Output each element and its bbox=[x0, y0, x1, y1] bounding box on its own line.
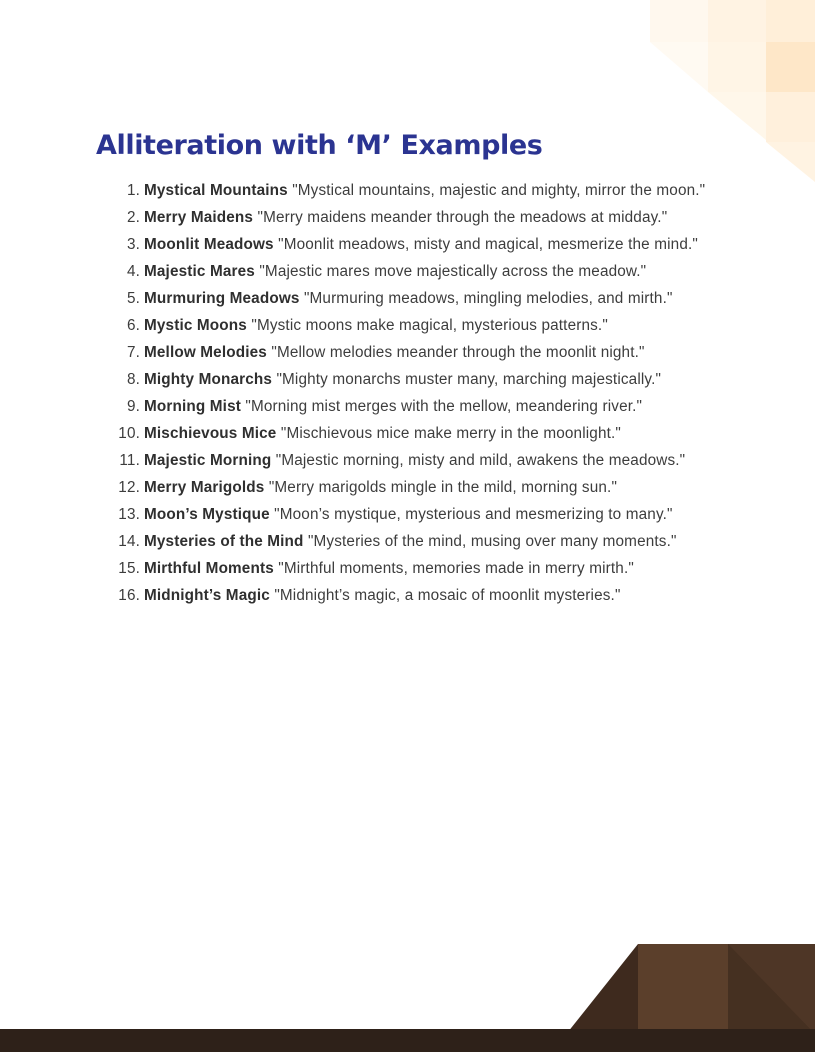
list-item bbox=[96, 339, 736, 366]
item-number: 4. bbox=[126, 263, 140, 280]
item-number: 5. bbox=[126, 290, 140, 307]
item-quote: "Morning mist merges with the mellow, meandering river." bbox=[245, 398, 643, 415]
item-quote: "Merry marigolds mingle in the mild, morning sun." bbox=[268, 479, 618, 496]
item-number: 2. bbox=[126, 209, 140, 226]
item-name: Mystical Mountains bbox=[144, 182, 288, 199]
item-name: Mischievous Mice bbox=[144, 425, 277, 442]
item-name: Mighty Monarchs bbox=[144, 371, 273, 388]
item-name: Majestic Morning bbox=[144, 452, 272, 469]
page-title: Alliteration with ‘M’ Examples bbox=[96, 130, 543, 161]
item-number: 3. bbox=[126, 236, 140, 253]
item-number: 13. bbox=[118, 506, 140, 523]
item-quote: "Merry maidens meander through the meadows at midday." bbox=[257, 209, 668, 226]
item-number: 15. bbox=[118, 560, 140, 577]
item-quote: "Mischievous mice make merry in the moonlight." bbox=[280, 425, 621, 442]
top-right-decoration bbox=[0, 0, 815, 200]
item-name: Mysteries of the Mind bbox=[144, 533, 304, 550]
examples-list bbox=[96, 177, 736, 609]
item-quote: "Moonlit meadows, misty and magical, mesmerize the mind." bbox=[278, 236, 698, 253]
item-name: Midnight’s Magic bbox=[144, 587, 270, 604]
list-item bbox=[96, 258, 736, 285]
item-number: 1. bbox=[126, 182, 140, 199]
item-name: Mystic Moons bbox=[144, 317, 247, 334]
item-quote: "Mellow melodies meander through the moonlit night." bbox=[271, 344, 645, 361]
item-number: 10. bbox=[118, 425, 140, 442]
item-number: 12. bbox=[118, 479, 140, 496]
item-number: 14. bbox=[118, 533, 140, 550]
item-number: 6. bbox=[126, 317, 140, 334]
item-quote: "Mirthful moments, memories made in merry mirth." bbox=[278, 560, 634, 577]
list-item bbox=[96, 231, 736, 258]
item-name: Mellow Melodies bbox=[144, 344, 267, 361]
list-item bbox=[96, 528, 736, 555]
item-number: 9. bbox=[126, 398, 140, 415]
item-name: Moon’s Mystique bbox=[144, 506, 270, 523]
item-name: Moonlit Meadows bbox=[144, 236, 274, 253]
item-name: Murmuring Meadows bbox=[144, 290, 300, 307]
item-name: Merry Maidens bbox=[144, 209, 254, 226]
list-item bbox=[96, 501, 736, 528]
list-item bbox=[96, 420, 736, 447]
item-quote: "Murmuring meadows, mingling melodies, and mirth." bbox=[303, 290, 673, 307]
item-quote: "Majestic mares move majestically across the meadow." bbox=[259, 263, 647, 280]
bottom-decoration bbox=[0, 940, 815, 1052]
item-number: 16. bbox=[118, 587, 140, 604]
item-quote: "Mysteries of the mind, musing over many moments." bbox=[307, 533, 677, 550]
list-item bbox=[96, 447, 736, 474]
item-name: Merry Marigolds bbox=[144, 479, 265, 496]
list-item bbox=[96, 312, 736, 339]
item-quote: "Mystic moons make magical, mysterious patterns." bbox=[251, 317, 608, 334]
item-quote: "Majestic morning, misty and mild, awakens the meadows." bbox=[275, 452, 686, 469]
item-quote: "Moon’s mystique, mysterious and mesmerizing to many." bbox=[274, 506, 673, 523]
list-item bbox=[96, 177, 736, 204]
item-number: 8. bbox=[126, 371, 140, 388]
list-item bbox=[96, 366, 736, 393]
list-item bbox=[96, 474, 736, 501]
list-item bbox=[96, 555, 736, 582]
list-item bbox=[96, 582, 736, 609]
list-item bbox=[96, 204, 736, 231]
item-number: 7. bbox=[126, 344, 140, 361]
item-name: Majestic Mares bbox=[144, 263, 255, 280]
list-item bbox=[96, 285, 736, 312]
list-item bbox=[96, 393, 736, 420]
item-quote: "Midnight’s magic, a mosaic of moonlit mysteries." bbox=[274, 587, 621, 604]
item-quote: "Mighty monarchs muster many, marching majestically." bbox=[276, 371, 662, 388]
item-name: Mirthful Moments bbox=[144, 560, 274, 577]
item-number: 11. bbox=[119, 452, 140, 469]
item-quote: "Mystical mountains, majestic and mighty, mirror the moon." bbox=[292, 182, 706, 199]
item-name: Morning Mist bbox=[144, 398, 241, 415]
